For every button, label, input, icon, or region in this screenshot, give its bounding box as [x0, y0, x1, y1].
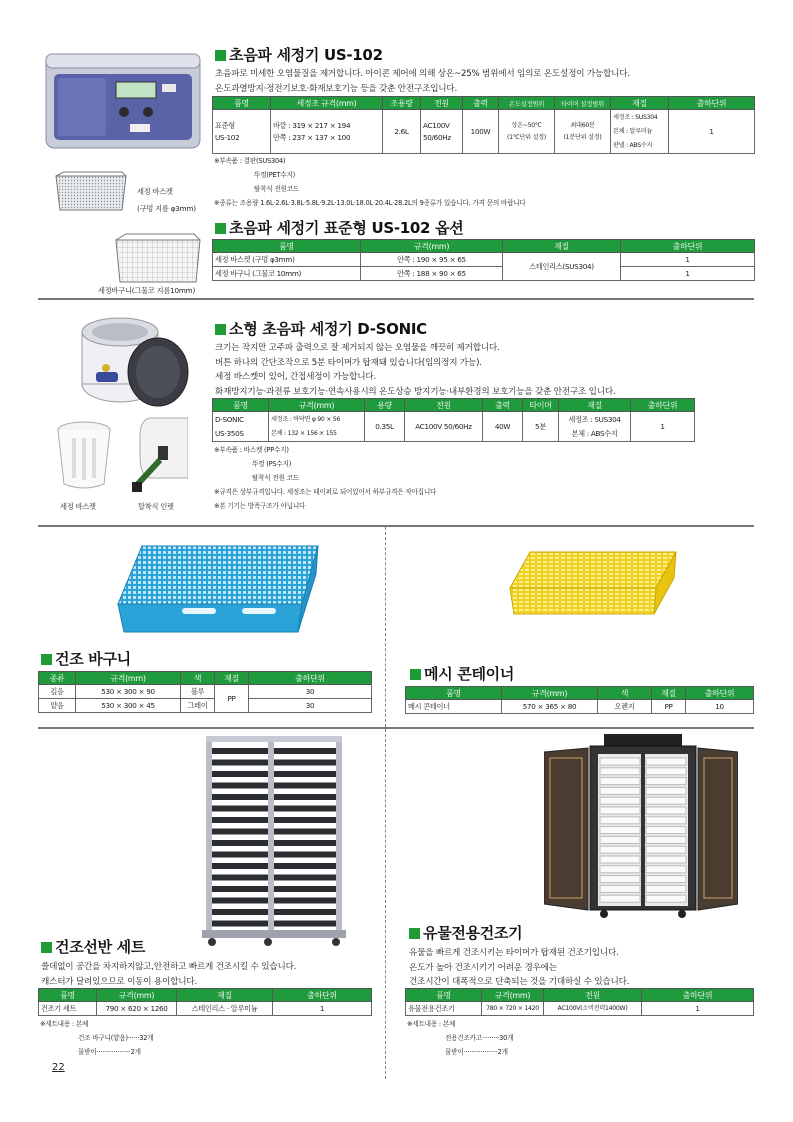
dryer-tray — [600, 807, 640, 814]
note-line: ※본 기기는 방폭구조가 아닙니다 — [214, 502, 306, 510]
note-line: 뚜껑(PET수지) — [254, 171, 295, 179]
rack-tray — [274, 760, 336, 766]
drying-rack-notes — [40, 1017, 153, 1059]
dryer-tray — [600, 866, 640, 873]
dsonic-photo — [76, 302, 191, 410]
drying-rack-description — [41, 960, 296, 989]
col-header: 온도설정범위 — [499, 97, 555, 110]
us102-spec-table — [212, 96, 755, 154]
drying-rack-photo — [192, 734, 356, 948]
rack-tray — [274, 771, 336, 777]
cell-name: D-SONIC US-350S — [213, 412, 269, 442]
table-row — [213, 267, 755, 281]
cell-color: 오렌지 — [598, 700, 652, 714]
cell-unit: 1 — [669, 110, 755, 154]
cell-name: 메시 콘테이너 — [406, 700, 502, 714]
rack-tray — [212, 829, 268, 835]
rack-tray — [274, 909, 336, 915]
section-divider — [38, 525, 754, 527]
rack-tray — [212, 875, 268, 881]
rack-tray — [274, 840, 336, 846]
dryer-tray — [600, 836, 640, 843]
inlet-caption: 탈착식 인렛 — [138, 502, 174, 511]
column-divider — [385, 527, 386, 727]
detachable-inlet-photo — [130, 416, 188, 494]
bullet-square-icon — [41, 942, 52, 953]
dryer-tray — [646, 807, 686, 814]
wash-net-basket-caption: 세정바구니(그물코 지름10mm) — [98, 286, 196, 295]
col-header: 출력 — [463, 97, 499, 110]
drying-basket-title-text: 건조 바구니 — [55, 650, 131, 668]
rack-tray — [212, 840, 268, 846]
col-header: 규격(mm) — [502, 687, 598, 700]
cell-unit: 1 — [273, 1002, 372, 1016]
dryer-tray — [646, 827, 686, 834]
cell-material: 스테인리스(SUS304) — [503, 253, 621, 281]
rack-tray — [212, 886, 268, 892]
rack-tray — [212, 794, 268, 800]
dryer-tray — [600, 797, 640, 804]
col-header: 품명 — [406, 687, 502, 700]
rack-tray — [212, 748, 268, 754]
rack-tray — [212, 806, 268, 812]
cell-material: 스테인리스 · 알루미늄 — [177, 1002, 273, 1016]
dryer-tray — [646, 768, 686, 775]
col-header: 타이머 — [523, 399, 559, 412]
rack-tray — [212, 817, 268, 823]
col-header: 재질 — [503, 240, 621, 253]
col-header: 색 — [181, 672, 215, 685]
note-line: 탈착식 전원 코드 — [252, 474, 299, 482]
note-line: ※규격은 상부규격입니다. 세정조는 테이퍼로 되어있어서 하부규격은 작아집니다 — [214, 488, 437, 496]
dsonic-title-text: 소형 초음파 세정기 D-SONIC — [229, 320, 427, 338]
section-divider — [38, 298, 754, 300]
us102-description — [215, 67, 630, 96]
note-line: ※세트내용 : 본체 — [40, 1020, 89, 1028]
col-header: 출하단위 — [642, 989, 754, 1002]
desc-line: 캐스터가 달려있으므로 이동이 용이합니다. — [41, 976, 197, 987]
cell-capacity: 0.35L — [365, 412, 405, 442]
dsonic-title — [215, 318, 427, 339]
cell-name: 건조기 세트 — [39, 1002, 97, 1016]
note-line: 전용건조카고·········30개 — [445, 1034, 514, 1042]
cell-spec: 780 × 720 × 1420 — [482, 1002, 544, 1016]
cell-name: 세정 바스켓 (구멍 φ3mm) — [213, 253, 361, 267]
us102-photo — [44, 50, 202, 154]
table-row — [39, 685, 372, 699]
drying-basket-table — [38, 671, 372, 713]
table-row — [39, 699, 372, 713]
cell-unit: 10 — [686, 700, 754, 714]
rack-tray — [274, 852, 336, 858]
dsonic-spec-table — [212, 398, 695, 442]
table-row — [406, 700, 754, 714]
dryer-tray — [646, 787, 686, 794]
desc-line: 세정 바스켓이 있어, 간접세정이 가능합니다. — [215, 372, 377, 382]
artifact-dryer-notes — [407, 1017, 513, 1059]
cell-spec: 530 × 300 × 45 — [76, 699, 181, 713]
wash-basket-photo — [52, 170, 130, 214]
cell-material: PP — [215, 685, 249, 713]
rack-tray — [212, 909, 268, 915]
dryer-tray — [600, 846, 640, 853]
rack-tray — [274, 783, 336, 789]
options-table — [212, 239, 755, 281]
dryer-tray — [600, 768, 640, 775]
col-header: 출하단위 — [621, 240, 755, 253]
drying-rack-table — [38, 988, 372, 1016]
cell-power: AC100V 50/60Hz — [421, 110, 463, 154]
col-header: 재질 — [652, 687, 686, 700]
dryer-tray — [600, 758, 640, 765]
rack-tray — [274, 875, 336, 881]
artifact-dryer-photo — [544, 734, 738, 920]
col-header: 품명 — [213, 97, 271, 110]
desc-line: 버튼 하나의 간단조작으로 5분 타이머가 탑재돼 있습니다(임의정지 가능). — [215, 357, 482, 368]
note-line: 뚜껑 (PS수지) — [252, 460, 292, 468]
rack-tray — [274, 863, 336, 869]
rack-tray — [212, 760, 268, 766]
note-line: ※종류는 조용량 1.6L·2.6L·3.8L·5.8L·9.2L·13.0L·18.0L·20.4L·28.2L의 9종류가 있습니다. 가격 문의 바랍니다 — [214, 199, 526, 207]
table-row — [39, 1002, 372, 1016]
dryer-tray — [600, 885, 640, 892]
col-header: 규격(mm) — [97, 989, 177, 1002]
col-header: 규격(mm) — [482, 989, 544, 1002]
artifact-dryer-table — [405, 988, 754, 1016]
mesh-container-title-text: 메시 콘테이너 — [424, 665, 515, 683]
cell-material: PP — [652, 700, 686, 714]
cell-power: AC100V(소비전력1400W) — [544, 1002, 642, 1016]
dryer-tray — [600, 778, 640, 785]
dryer-tray — [646, 866, 686, 873]
cell-unit: 1 — [621, 267, 755, 281]
col-header: 종류 — [39, 672, 76, 685]
col-header: 전원 — [421, 97, 463, 110]
dryer-tray — [600, 895, 640, 902]
rack-tray — [274, 817, 336, 823]
col-header: 재질 — [215, 672, 249, 685]
col-header: 품명 — [39, 989, 97, 1002]
cell-spec: 790 × 620 × 1260 — [97, 1002, 177, 1016]
artifact-dryer-title-text: 유물전용건조기 — [423, 924, 523, 942]
cell-power: AC100V 50/60Hz — [405, 412, 483, 442]
dryer-tray — [646, 846, 686, 853]
rack-tray — [212, 898, 268, 904]
cell-spec: 세정조 : 바닥면 φ 90 × 56 본체 : 132 × 156 × 155 — [269, 412, 365, 442]
col-header: 타이머 설정범위 — [555, 97, 611, 110]
cell-output: 100W — [463, 110, 499, 154]
us102-title-text: 초음파 세정기 US-102 — [229, 46, 383, 64]
col-header: 재질 — [177, 989, 273, 1002]
cell-capacity: 2.6L — [383, 110, 421, 154]
cell-color: 블루 — [181, 685, 215, 699]
artifact-dryer-description — [409, 946, 629, 990]
mesh-container-table — [405, 686, 754, 714]
drying-basket-title — [41, 648, 131, 669]
wash-net-basket-photo — [112, 232, 204, 286]
col-header: 출하단위 — [249, 672, 372, 685]
cell-unit: 1 — [621, 253, 755, 267]
us102-notes — [214, 154, 526, 210]
table-row — [406, 1002, 754, 1016]
col-header: 출하단위 — [669, 97, 755, 110]
rack-tray — [212, 852, 268, 858]
cell-spec: 570 × 365 × 80 — [502, 700, 598, 714]
mesh-container-photo — [506, 548, 680, 618]
rack-tray — [274, 806, 336, 812]
cell-material: 세정조 : SUS304 본체 : ABS수지 — [559, 412, 631, 442]
cell-spec: 안쪽 : 188 × 90 × 65 — [361, 267, 503, 281]
rack-tray — [274, 748, 336, 754]
col-header: 전원 — [405, 399, 483, 412]
col-header: 전원 — [544, 989, 642, 1002]
dryer-tray — [600, 856, 640, 863]
note-line: 물받이··················2개 — [78, 1048, 141, 1056]
cell-unit: 30 — [249, 685, 372, 699]
col-header: 출하단위 — [273, 989, 372, 1002]
note-line: 탈착식 전원코드 — [254, 185, 300, 193]
desc-line: 쓸데없이 공간을 차지하지않고,안전하고 빠르게 건조시킬 수 있습니다. — [41, 962, 297, 972]
cell-timer: 최대60분 (1분단위 설정) — [555, 110, 611, 154]
dryer-tray — [646, 797, 686, 804]
cell-name: 세정 바구니 (그물코 10mm) — [213, 267, 361, 281]
col-header: 규격(mm) — [76, 672, 181, 685]
rack-tray — [212, 771, 268, 777]
bullet-square-icon — [215, 324, 226, 335]
us102-desc-line: 온도과열방지·정전기보호·화재보호기능 등을 갖춘 안전구조입니다. — [215, 83, 458, 94]
col-header: 규격(mm) — [361, 240, 503, 253]
rack-tray — [212, 783, 268, 789]
cell-color: 그레이 — [181, 699, 215, 713]
rack-tray — [212, 921, 268, 927]
note-line: 건조 바구니(얕음)······32개 — [78, 1034, 154, 1042]
dryer-tray — [646, 885, 686, 892]
col-header: 출하단위 — [631, 399, 695, 412]
rack-tray — [274, 829, 336, 835]
col-header: 용량 — [365, 399, 405, 412]
note-line: ※부속품 : 바스켓 (PP수지) — [214, 446, 289, 454]
bullet-square-icon — [41, 654, 52, 665]
dsonic-basket-photo — [56, 420, 112, 492]
cell-size: 바깥 : 319 × 217 × 194 안쪽 : 237 × 137 × 100 — [271, 110, 383, 154]
note-line: ※세트내용 : 본체 — [407, 1020, 456, 1028]
col-header: 품명 — [406, 989, 482, 1002]
cell-name: 표준형 US-102 — [213, 110, 271, 154]
col-header: 재질 — [611, 97, 669, 110]
us102-desc-line: 초음파로 미세한 오염물질을 제거합니다. 아이콘 제어에 의해 상온~25% 범위에서 임의로 온도설정이 가능합니다. — [215, 69, 630, 79]
rack-tray — [274, 898, 336, 904]
cell-spec: 안쪽 : 190 × 95 × 65 — [361, 253, 503, 267]
table-row — [213, 253, 755, 267]
cell-timer: 5분 — [523, 412, 559, 442]
cell-spec: 530 × 300 × 90 — [76, 685, 181, 699]
dryer-tray — [646, 836, 686, 843]
table-row — [213, 412, 695, 442]
artifact-dryer-title — [409, 922, 522, 943]
desc-line: 화재방지기능·과전류 보호기능·연속사용시의 온도상승 방지기능·내부환경의 보호기능을 갖춘 안전구조 입니다. — [215, 386, 616, 397]
col-header: 재질 — [559, 399, 631, 412]
col-header: 색 — [598, 687, 652, 700]
rack-tray — [212, 863, 268, 869]
note-line: ※부속품 : 결판(SUS304) — [214, 157, 286, 165]
drying-rack-title — [41, 936, 145, 957]
col-header: 세정조 규격(mm) — [271, 97, 383, 110]
dsonic-description — [215, 341, 616, 399]
caption-line: (구멍 지름 φ3mm) — [137, 204, 196, 213]
dryer-tray — [646, 876, 686, 883]
page-number: 22 — [52, 1062, 65, 1073]
dryer-tray — [600, 876, 640, 883]
dryer-tray — [646, 817, 686, 824]
cell-unit: 30 — [249, 699, 372, 713]
col-header: 품명 — [213, 240, 361, 253]
desc-line: 유물을 빠르게 건조시키는 타이머가 탑재된 건조기입니다. — [409, 948, 619, 958]
cell-material: 세정조 : SUS304 본체 : 알루미늄 판넬 : ABS수지 — [611, 110, 669, 154]
desc-line: 크기는 작지만 고주파 출력으로 잘 제거되지 않는 오염물을 깨끗히 제거합니다. — [215, 343, 500, 353]
wash-basket-caption — [137, 183, 196, 217]
rack-tray — [274, 921, 336, 927]
dsonic-notes — [214, 443, 436, 513]
cell-unit: 1 — [642, 1002, 754, 1016]
mesh-container-title — [410, 663, 514, 684]
col-header: 출하단위 — [686, 687, 754, 700]
drying-rack-title-text: 건조선반 세트 — [55, 938, 146, 956]
dryer-tray — [646, 895, 686, 902]
us102-options-title — [215, 217, 464, 238]
bullet-square-icon — [215, 223, 226, 234]
dryer-tray — [600, 787, 640, 794]
caption-line: 세정 바스켓 — [137, 187, 173, 196]
cell-type: 얕음 — [39, 699, 76, 713]
drying-basket-photo — [112, 540, 324, 636]
table-row — [213, 110, 755, 154]
bullet-square-icon — [410, 669, 421, 680]
cell-name: 유물전용건조기 — [406, 1002, 482, 1016]
bullet-square-icon — [215, 50, 226, 61]
cell-unit: 1 — [631, 412, 695, 442]
col-header: 품명 — [213, 399, 269, 412]
note-line: 물받이··················2개 — [445, 1048, 508, 1056]
bullet-square-icon — [409, 928, 420, 939]
col-header: 조용량 — [383, 97, 421, 110]
desc-line: 건조시간이 대폭적으로 단축되는 것을 기대하실 수 있습니다. — [409, 977, 630, 987]
cell-temp: 상온~50℃ (1℃단위 설정) — [499, 110, 555, 154]
section-divider — [38, 727, 754, 729]
cell-output: 40W — [483, 412, 523, 442]
dsonic-basket-caption: 세정 바스켓 — [60, 502, 96, 511]
dryer-tray — [646, 758, 686, 765]
rack-tray — [274, 886, 336, 892]
dryer-tray — [600, 827, 640, 834]
column-divider — [385, 729, 386, 1079]
cell-type: 깊음 — [39, 685, 76, 699]
dryer-tray — [646, 778, 686, 785]
options-title-text: 초음파 세정기 표준형 US-102 옵션 — [229, 219, 464, 237]
desc-line: 온도가 높아 건조시키기 어려운 경우에는 — [409, 962, 557, 973]
dryer-tray — [600, 817, 640, 824]
dryer-tray — [646, 856, 686, 863]
us102-title — [215, 44, 383, 65]
col-header: 규격(mm) — [269, 399, 365, 412]
col-header: 출력 — [483, 399, 523, 412]
rack-tray — [274, 794, 336, 800]
